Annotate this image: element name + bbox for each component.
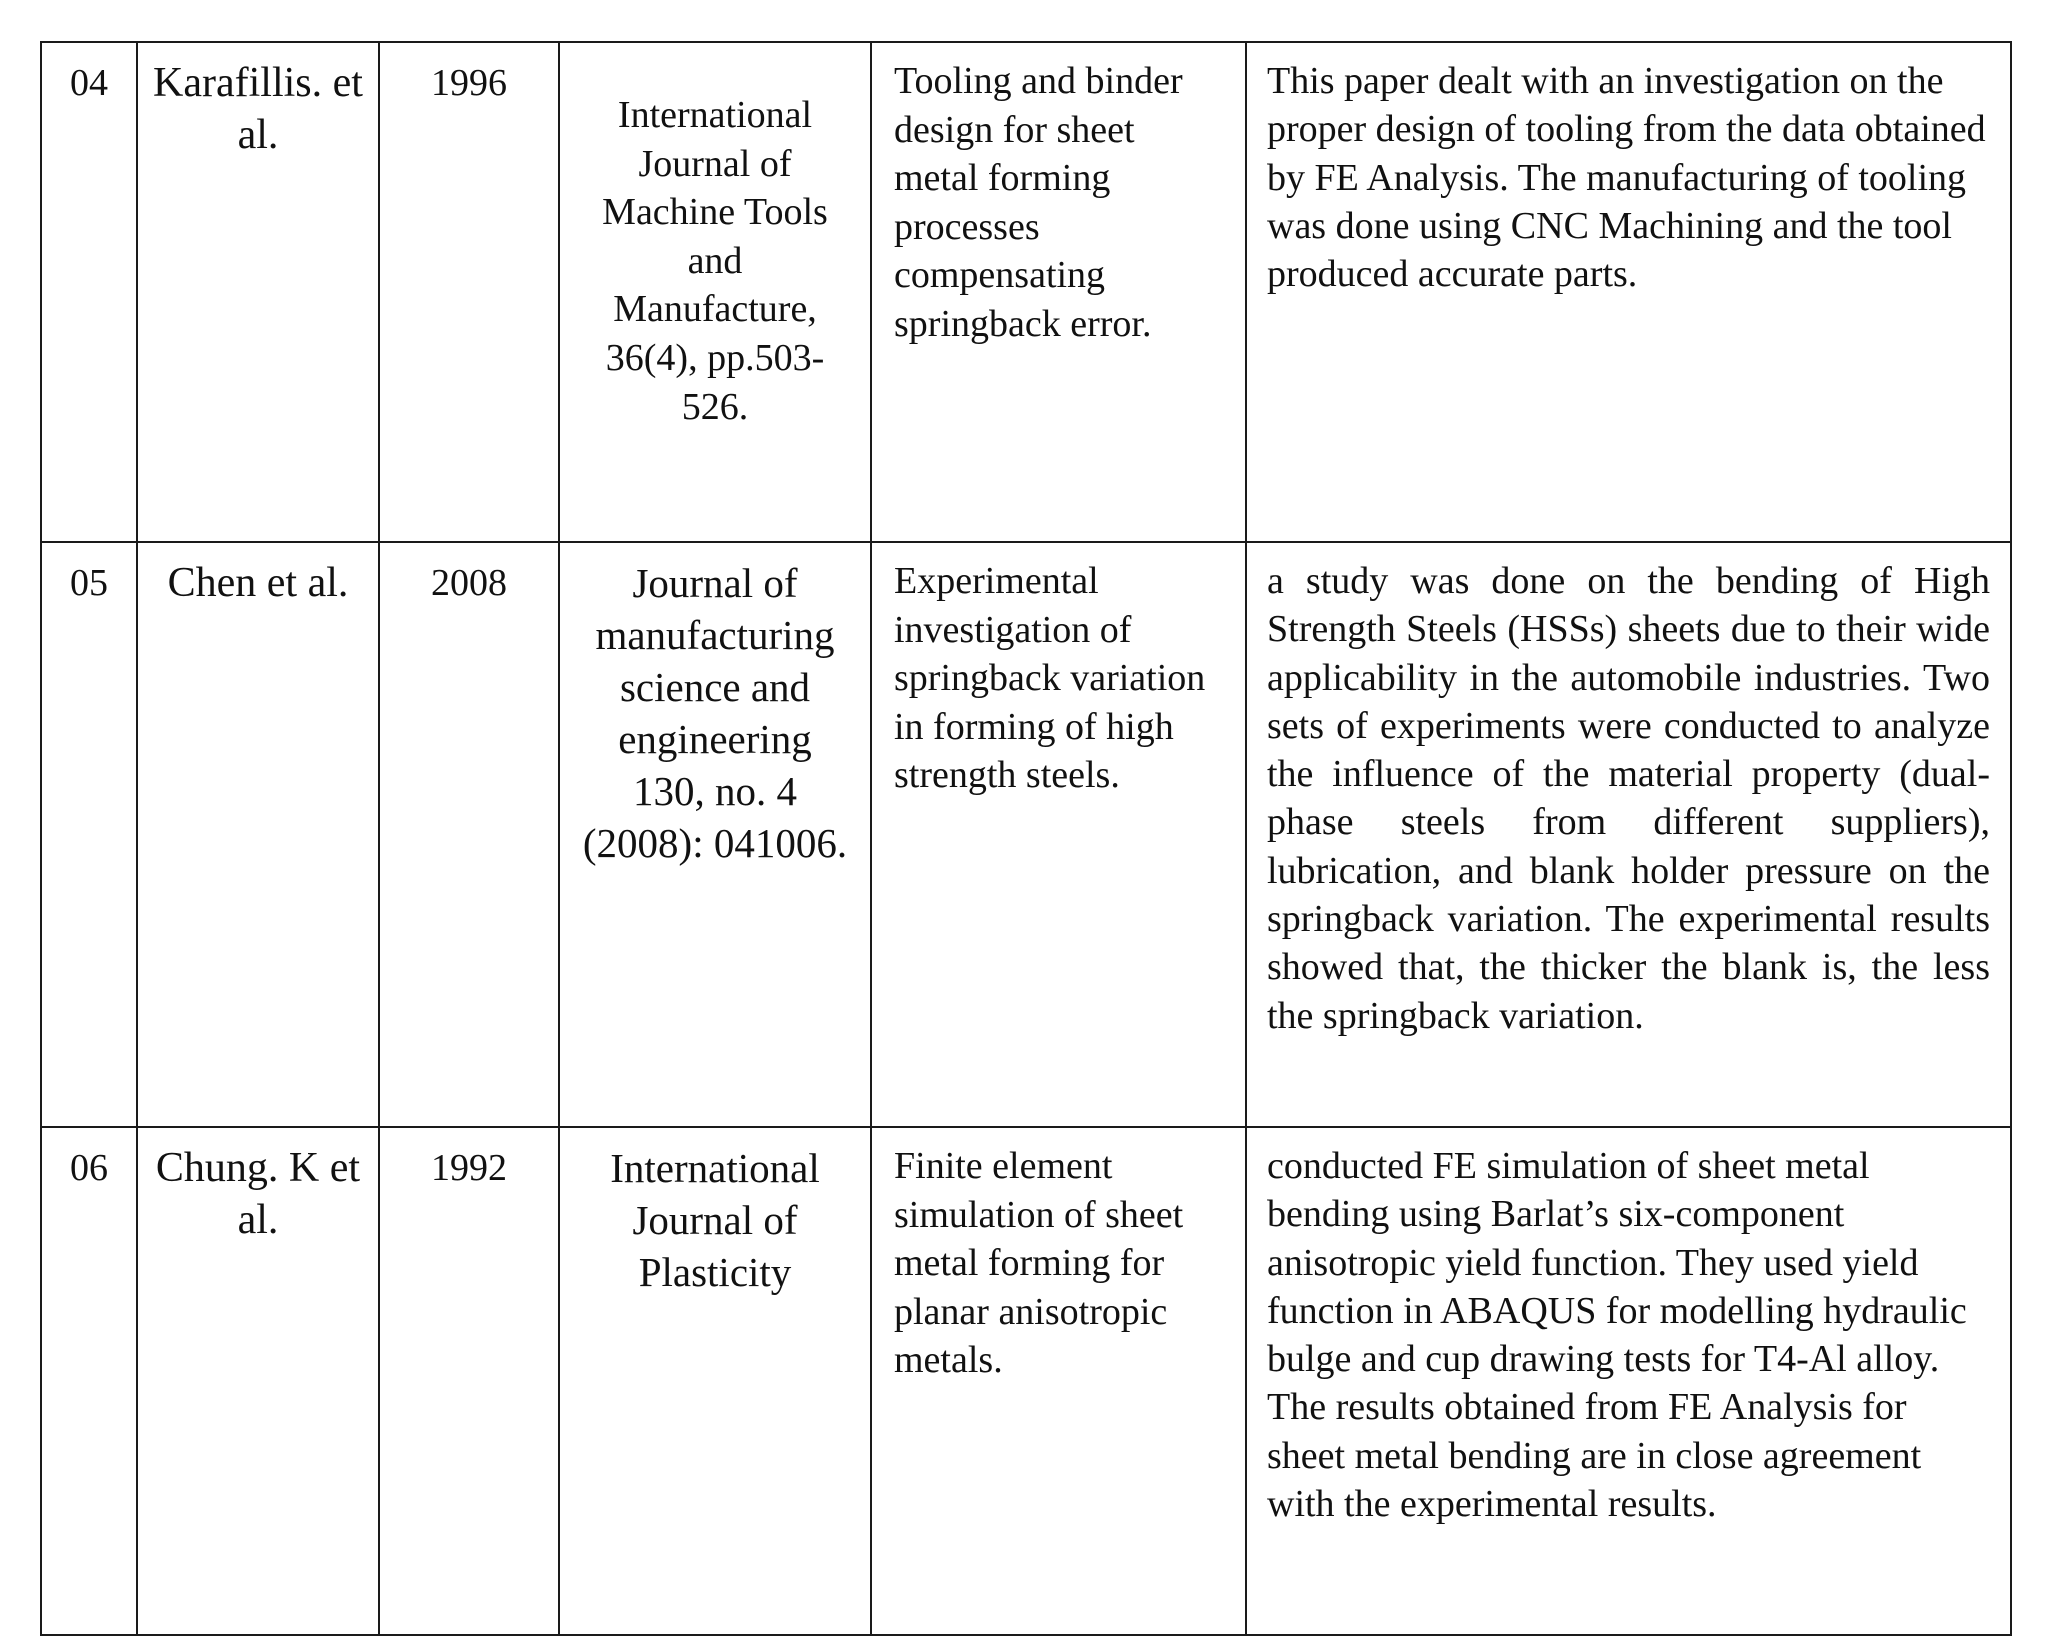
author-cell: Chung. K et al. bbox=[137, 1127, 379, 1635]
table-row bbox=[41, 1127, 2011, 1635]
author-cell: Chen et al. bbox=[137, 542, 379, 1127]
paper-title-cell: Finite element simulation of sheet metal forming for planar anisotropic metals. bbox=[871, 1127, 1246, 1635]
row-number: 04 bbox=[41, 42, 137, 542]
description-cell: conducted FE simulation of sheet metal bending using Barlat’s six-component anisotropic yield function. They used yield function in ABAQUS for modelling hydraulic bulge and cup drawing tests for T4-Al alloy. The results obtained from FE Analysis for sheet metal bending are in close agreement with the experimental results. bbox=[1246, 1127, 2011, 1635]
year-cell: 2008 bbox=[379, 542, 559, 1127]
row-number: 05 bbox=[41, 542, 137, 1127]
year-cell: 1992 bbox=[379, 1127, 559, 1635]
table-row bbox=[41, 542, 2011, 1127]
paper-title-cell: Experimental investigation of springback variation in forming of high strength steels. bbox=[871, 542, 1246, 1127]
table-row bbox=[41, 42, 2011, 542]
journal-cell: International Journal of Machine Tools and Manufacture, 36(4), pp.503- 526. bbox=[559, 42, 871, 542]
author-cell: Karafillis. et al. bbox=[137, 42, 379, 542]
row-number: 06 bbox=[41, 1127, 137, 1635]
description-cell: a study was done on the bending of High Strength Steels (HSSs) sheets due to their wide applicability in the automobile industries. Two sets of experiments were conducted to analyze the influence of the material property (dual-phase steels from different suppliers), lubrication, and blank holder pressure on the springback variation. The experimental results showed that, the thicker the blank is, the less the springback variation. bbox=[1246, 542, 2011, 1127]
journal-cell: Journal of manufacturing science and engineering 130, no. 4 (2008): 041006. bbox=[559, 542, 871, 1127]
paper-title-cell: Tooling and binder design for sheet metal forming processes compensating springback error. bbox=[871, 42, 1246, 542]
literature-review-table bbox=[40, 41, 2012, 1636]
year-cell: 1996 bbox=[379, 42, 559, 542]
description-cell: This paper dealt with an investigation on the proper design of tooling from the data obtained by FE Analysis. The manufacturing of tooling was done using CNC Machining and the tool produced accurate parts. bbox=[1246, 42, 2011, 542]
journal-cell: International Journal of Plasticity bbox=[559, 1127, 871, 1635]
